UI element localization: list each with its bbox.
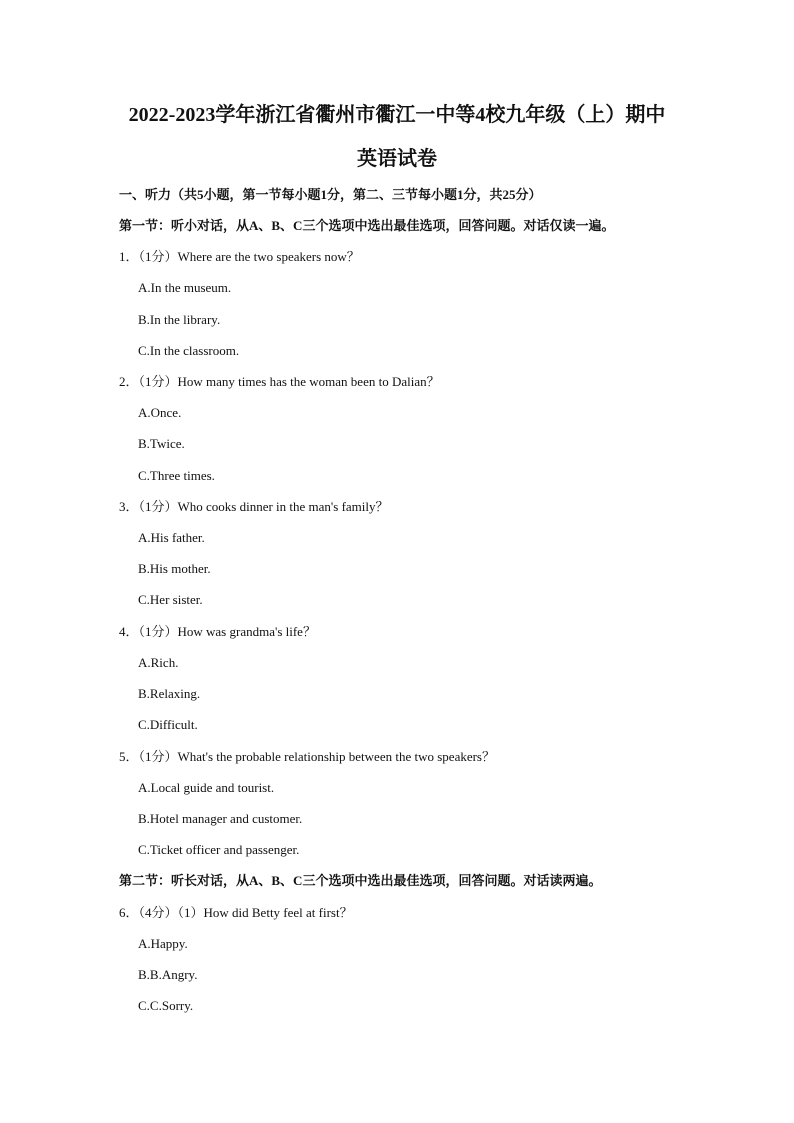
question-6-stem: 6．（4分）（1）How did Betty feel at first？ [119, 905, 353, 920]
section-1-instructions: 第一节：听小对话，从A、B、C三个选项中选出最佳选项，回答问题。对话仅读一遍。 [119, 218, 615, 233]
question-4-option-c: C.Difficult. [138, 717, 198, 732]
question-1-option-b: B.In the library. [138, 312, 221, 327]
exam-title-line-2: 英语试卷 [357, 148, 437, 170]
question-6-option-b: B.B.Angry. [138, 967, 198, 982]
question-1-option-a: A.In the museum. [138, 280, 232, 295]
question-2-option-c: C.Three times. [138, 468, 215, 483]
question-2-option-a: A.Once. [138, 405, 182, 420]
question-3-option-a: A.His father. [138, 530, 205, 545]
question-2-option-b: B.Twice. [138, 436, 185, 451]
question-1-stem: 1．（1分）Where are the two speakers now？ [119, 249, 360, 264]
section-2-instructions: 第二节：听长对话，从A、B、C三个选项中选出最佳选项，回答问题。对话读两遍。 [119, 873, 602, 888]
question-3-option-c: C.Her sister. [138, 592, 203, 607]
question-4-stem: 4．（1分）How was grandma's life？ [119, 624, 316, 639]
exam-title-line-1: 2022-2023学年浙江省衢州市衢江一中等4校九年级（上）期中 [128, 104, 666, 126]
question-1-option-c: C.In the classroom. [138, 343, 240, 358]
question-5-option-b: B.Hotel manager and customer. [138, 811, 303, 826]
question-3-stem: 3．（1分）Who cooks dinner in the man's family？ [119, 499, 389, 514]
question-3-option-b: B.His mother. [138, 561, 211, 576]
question-5-stem: 5．（1分）What's the probable relationship between the two speakers？ [119, 749, 495, 764]
part-heading-listening: 一、听力（共5小题，第一节每小题1分，第二、三节每小题1分，共25分） [119, 187, 542, 202]
question-4-option-a: A.Rich. [138, 655, 179, 670]
question-4-option-b: B.Relaxing. [138, 686, 201, 701]
question-6-option-a: A.Happy. [138, 936, 188, 951]
question-6-option-c: C.C.Sorry. [138, 998, 194, 1013]
question-2-stem: 2．（1分）How many times has the woman been to Dalian？ [119, 374, 440, 389]
question-5-option-c: C.Ticket officer and passenger. [138, 842, 300, 857]
question-5-option-a: A.Local guide and tourist. [138, 780, 275, 795]
